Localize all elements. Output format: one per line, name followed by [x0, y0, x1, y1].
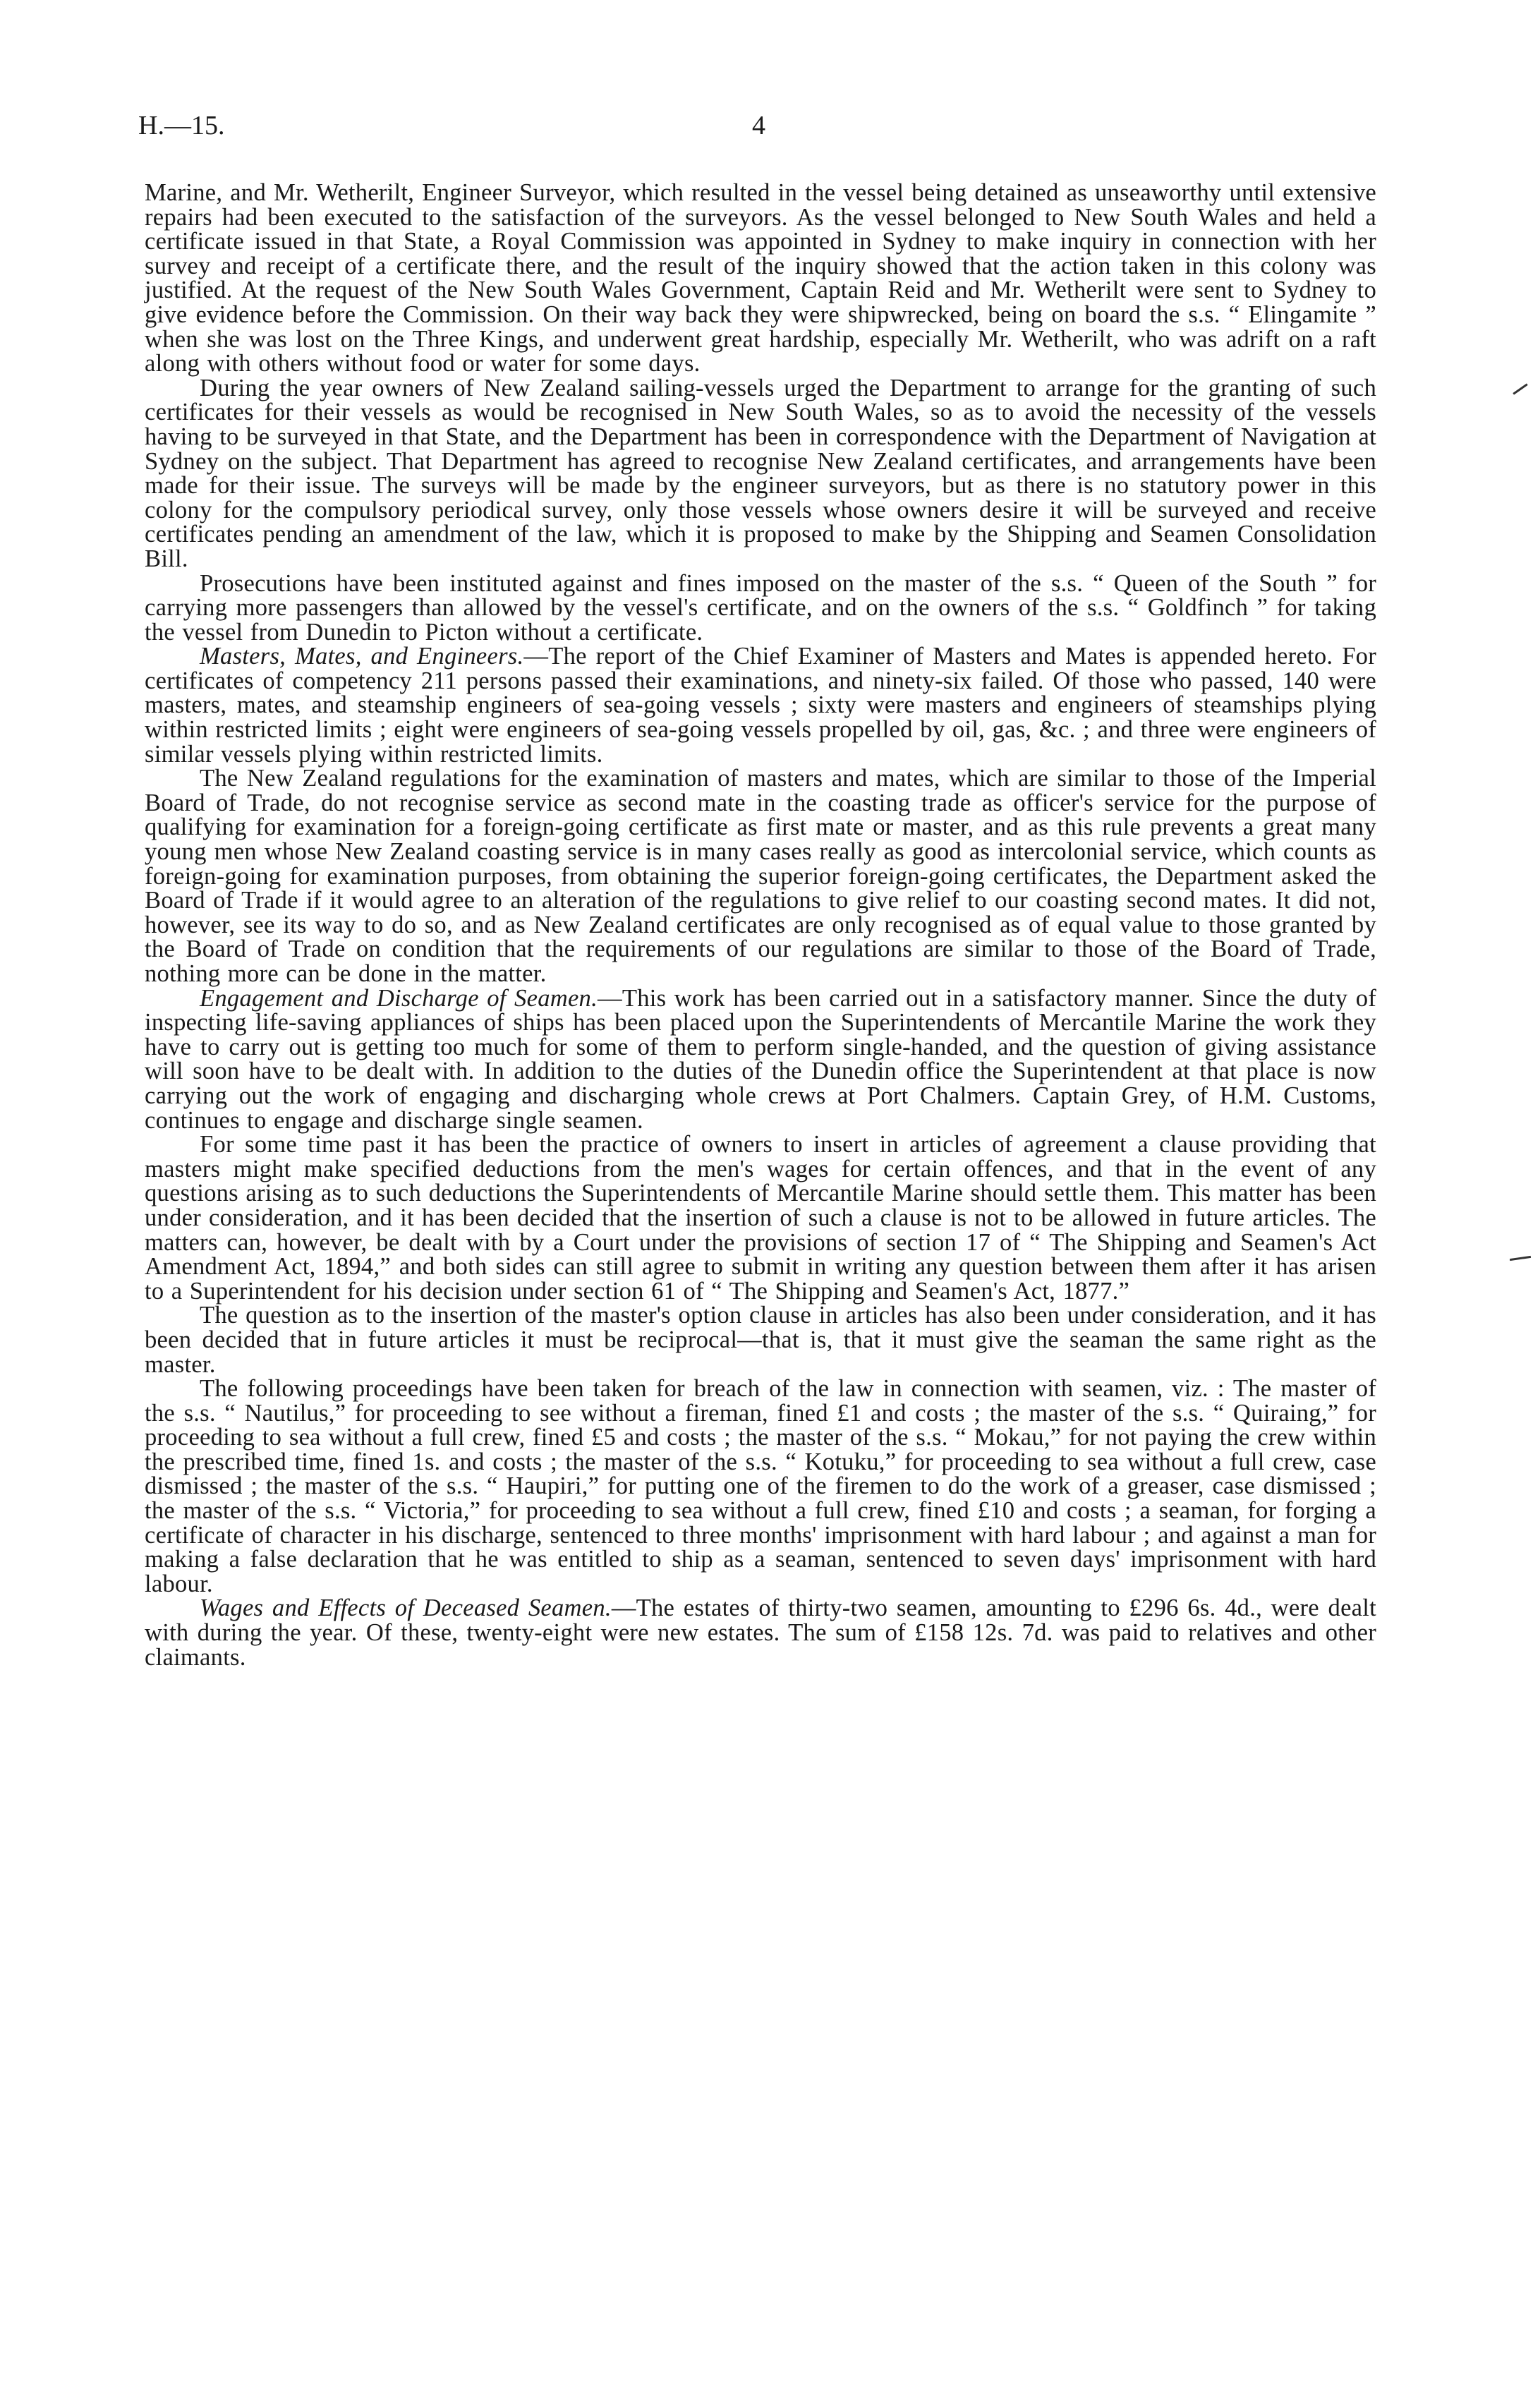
paragraph	[145, 1132, 1376, 1303]
paragraph-text: The New Zealand regulations for the examination of masters and mates, which are similar to those of the Imperial Board of Trade, do not recognise service as second mate in the coasting trade as officer's service for the purpose of qualifying for examination for a foreign-going certificate as first mate or master, and as this rule prevents a great many young men whose New Zealand coasting service is in many cases really as good as intercolonial service, which counts as foreign-going for examination purposes, from obtaining the superior foreign-going certificates, the Department asked the Board of Trade if it would agree to an alteration of the regulations to give relief to our coasting second mates. It did not, however, see its way to do so, and as New Zealand certificates are only recognised as of equal value to those granted by the Board of Trade on condition that the requirements of our regulations are similar to those of the Board of Trade, nothing more can be done in the matter.	[145, 765, 1376, 987]
section-heading: Masters, Mates, and Engineers.	[200, 643, 524, 670]
paragraph	[145, 644, 1376, 766]
paragraph-text: —The report of the Chief Examiner of Masters and Mates is appended hereto. For certificates of competency 211 persons passed their examinations, and ninety-six failed. Of those who passed, 140 were masters, mates, and steamship engineers of sea-going vessels ; sixty were masters and engineers of steamships plying within restricted limits ; eight were engineers of sea-going vessels propelled by oil, gas, &c. ; and three were engineers of similar vessels plying within restricted limits.	[145, 643, 1376, 768]
paragraph	[145, 1303, 1376, 1377]
margin-pen-mark	[1510, 1256, 1531, 1261]
paragraph	[145, 1596, 1376, 1669]
paragraph	[145, 571, 1376, 645]
paragraph	[145, 376, 1376, 571]
paragraph-text: For some time past it has been the practice of owners to insert in articles of agreement a clause providing that masters might make specified deductions from the men's wages for certain offences, and that in the event of any questions arising as to such deductions the Superintendents of Mercantile Marine should settle them. This matter has been under consideration, and it has been decided that the insertion of such a clause is not to be allowed in future articles. The matters can, however, be dealt with by a Court under the provisions of section 17 of “ The Shipping and Seamen's Act Amendment Act, 1894,” and both sides can still agree to submit in writing any question between them after it has arisen to a Superintendent for his decision under section 61 of “ The Shipping and Seamen's Act, 1877.”	[145, 1131, 1376, 1305]
page-header	[138, 110, 1443, 152]
paragraph-text: —This work has been carried out in a satisfactory manner. Since the duty of inspecting life-saving appliances of ships has been placed upon the Superintendents of Mercantile Marine the work they have to carry out is getting too much for some of them to perform single-handed, and the question of giving assistance will soon have to be dealt with. In addition to the duties of the Dunedin office the Superintendent at that place is now carrying out the work of engaging and discharging whole crews at Port Chalmers. Captain Grey, of H.M. Customs, continues to engage and discharge single seamen.	[145, 984, 1377, 1134]
paragraph-text: The following proceedings have been taken for breach of the law in connection with seamen, viz. : The master of the s.s. “ Nautilus,” for proceeding to see without a fireman, fined £1 and costs ; the master of the s.s. “ Quiraing,” for proceeding to sea without a full crew, fined £5 and costs ; the master of the s.s. “ Mokau,” for not paying the crew within the prescribed time, fined 1s. and costs ; the master of the s.s. “ Kotuku,” for proceeding to sea without a full crew, case dismissed ; the master of the s.s. “ Haupiri,” for putting one of the firemen to do the work of a greaser, case dismissed ; the master of the s.s. “ Victoria,” for proceeding to sea without a full crew, fined £10 and costs ; a seaman, for forging a certificate of character in his discharge, sentenced to three months' imprisonment with hard labour ; and against a man for making a false declaration that he was entitled to ship as a seaman, sentenced to seven days' imprisonment with hard labour.	[145, 1375, 1376, 1597]
paragraph	[145, 1377, 1376, 1596]
paragraph-text: During the year owners of New Zealand sailing-vessels urged the Department to arrange for the granting of such certificates for their vessels as would be recognised in New South Wales, so as to avoid the necessity of the vessels having to be surveyed in that State, and the Department has been in correspondence with the Department of Navigation at Sydney on the subject. That Department has agreed to recognise New Zealand certificates, and arrangements have been made for their issue. The surveys will be made by the engineer surveyors, but as there is no statutory power in this colony for the compulsory periodical survey, only those vessels whose owners desire it will be surveyed and receive certificates pending an amendment of the law, which it is proposed to make by the Shipping and Seamen Consolidation Bill.	[145, 374, 1376, 572]
paragraph-text: —The estates of thirty-two seamen, amounting to £296 6s. 4d., were dealt with during the year. Of these, twenty-eight were new estates. The sum of £158 12s. 7d. was paid to relatives and other claimants.	[145, 1595, 1376, 1671]
document-reference: H.—15.	[138, 111, 225, 140]
paragraph	[145, 181, 1376, 376]
paragraph-text: Prosecutions have been instituted against and fines imposed on the master of the s.s. “ Queen of the South ” for carrying more passengers than allowed by the vessel's certificate, and on the owners of the s.s. “ Goldfinch ” for taking the vessel from Dunedin to Picton without a certificate.	[145, 569, 1376, 646]
section-heading: Wages and Effects of Deceased Seamen.	[200, 1595, 612, 1622]
paragraph	[145, 986, 1376, 1133]
margin-pen-mark	[1513, 383, 1527, 394]
page-number: 4	[752, 111, 765, 140]
paragraph-text: Marine, and Mr. Wetherilt, Engineer Surveyor, which resulted in the vessel being detained as unseaworthy until extensive repairs had been executed to the satisfaction of the surveyors. As the vessel belonged to New South Wales and held a certificate issued in that State, a Royal Commission was appointed in Sydney to make inquiry in connection with her survey and receipt of a certificate there, and the result of the inquiry showed that the action taken in this colony was justified. At the request of the New South Wales Government, Captain Reid and Mr. Wetherilt were sent to Sydney to give evidence before the Commission. On their way back they were shipwrecked, being on board the s.s. “ Elingamite ” when she was lost on the Three Kings, and underwent great hardship, especially Mr. Wetherilt, who was adrift on a raft along with others without food or water for some days.	[145, 179, 1376, 377]
section-heading: Engagement and Discharge of Seamen.	[200, 984, 598, 1012]
body-text	[145, 181, 1376, 1669]
paragraph	[145, 766, 1376, 986]
paragraph-text: The question as to the insertion of the master's option clause in articles has also been under consideration, and it has been decided that in future articles it must be reciprocal—that is, that it must give the seaman the same right as the master.	[145, 1302, 1376, 1378]
